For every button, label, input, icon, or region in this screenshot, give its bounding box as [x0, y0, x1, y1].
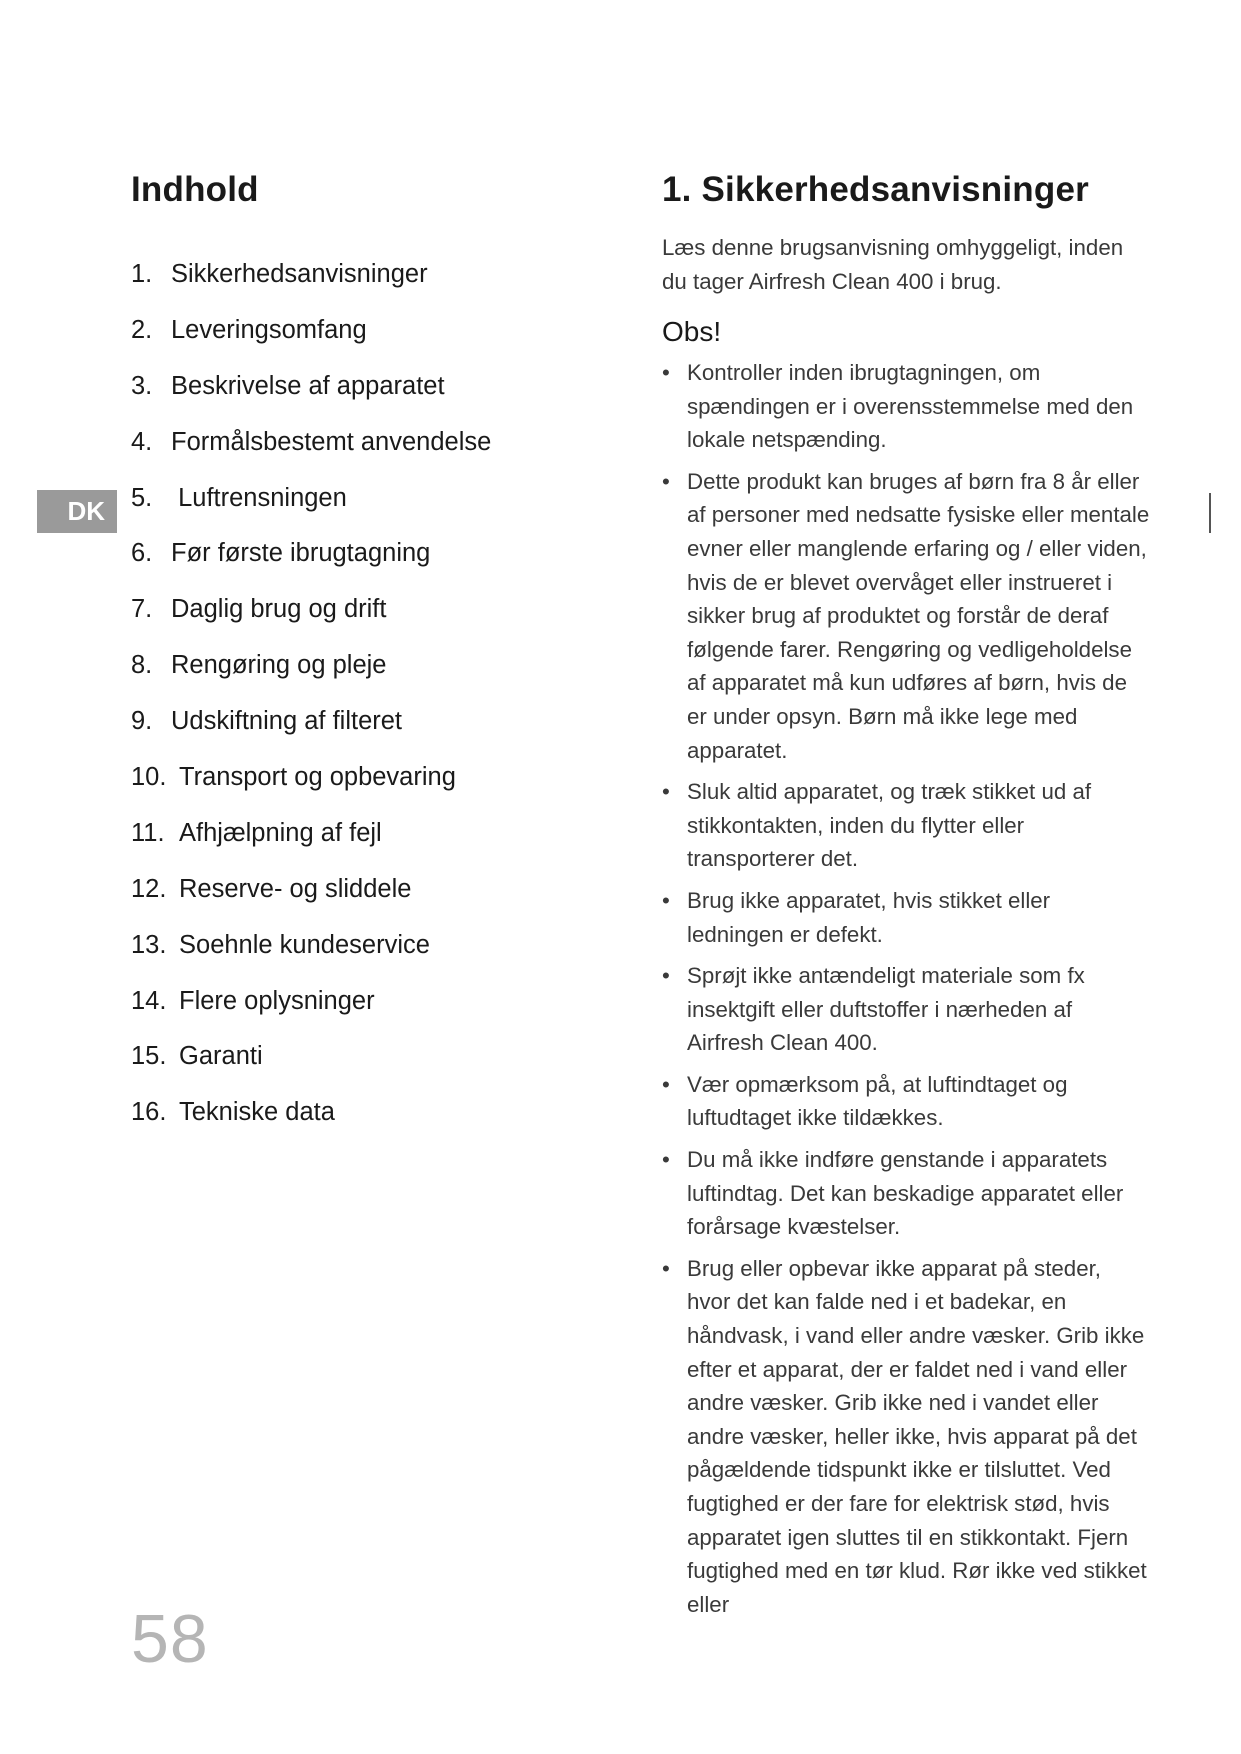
- toc-item: [131, 595, 491, 651]
- bullet-icon: •: [662, 1071, 670, 1097]
- toc-item-label: Rengøring og pleje: [171, 651, 387, 680]
- toc-item-label: Leveringsomfang: [171, 315, 367, 344]
- toc-item: [131, 372, 491, 428]
- list-item: [662, 465, 1150, 767]
- toc-item-label: Afhjælpning af fejl: [179, 818, 382, 847]
- bullet-icon: •: [662, 779, 670, 805]
- toc-item-label: Garanti: [179, 1042, 263, 1071]
- toc-item: [131, 763, 491, 819]
- toc-item-number: 15.: [131, 1042, 167, 1071]
- toc-item-number: 11.: [131, 818, 165, 847]
- list-item: [662, 1143, 1150, 1244]
- toc-item: [131, 1042, 491, 1098]
- toc-item-number: 9.: [131, 707, 153, 736]
- toc-item: [131, 316, 491, 372]
- toc-item-number: 10.: [131, 763, 167, 792]
- intro-paragraph: Læs denne brugsanvisning omhyggeligt, inden du tager Airfresh Clean 400 i brug.: [662, 235, 1124, 294]
- toc-item-label: Tekniske data: [179, 1098, 335, 1127]
- list-item-text: Brug ikke apparatet, hvis stikket eller ledningen er defekt.: [687, 887, 1051, 947]
- list-item-text: Brug eller opbevar ikke apparat på steder, hvor det kan falde ned i et badekar, en håndvask, i vand eller andre væsker. Grib ikke efter et apparat, der er faldet ned i vand eller andre væsker. Grib ikke ned i vandet eller andre væsker, heller ikke, hvis apparat på det pågældende tidspunkt ikke er tilsluttet. Ved fugtighed er der fare for elektrisk stød, hvis apparatet igen sluttes til en stikkontakt. Fjern fugtighed med en tør klud. Rør ikke ved stikket eller: [687, 1255, 1147, 1617]
- toc-item-label: Sikkerhedsanvisninger: [171, 260, 428, 288]
- toc-item: [131, 875, 491, 931]
- toc-item-number: 6.: [131, 539, 153, 568]
- toc-item: [131, 428, 491, 484]
- list-item: [662, 959, 1150, 1060]
- list-item-text: Sluk altid apparatet, og træk stikket ud af stikkontakten, inden du flytter eller transporterer det.: [687, 779, 1092, 872]
- toc-item: [131, 931, 491, 987]
- toc-item: [131, 484, 491, 540]
- toc-item: [131, 707, 491, 763]
- list-item: [662, 1068, 1150, 1135]
- toc-list: [131, 260, 491, 1154]
- list-item-text: Du må ikke indføre genstande i apparatets luftindtag. Det kan beskadige apparatet eller forårsage kvæstelser.: [687, 1147, 1124, 1240]
- obs-heading: Obs!: [662, 316, 722, 347]
- toc-item-number: 5.: [131, 483, 153, 512]
- toc-item-number: 1.: [131, 260, 153, 288]
- list-item: [662, 884, 1150, 951]
- toc-item-number: 16.: [131, 1098, 167, 1127]
- safety-list: [662, 356, 1150, 1629]
- bullet-icon: •: [662, 468, 670, 494]
- toc-item-label: Daglig brug og drift: [171, 595, 387, 624]
- toc-item-number: 4.: [131, 427, 153, 456]
- toc-item-label: Reserve- og sliddele: [179, 874, 412, 903]
- language-tab: DK: [37, 490, 117, 533]
- section-title: 1. Sikkerhedsanvisninger: [662, 170, 1089, 209]
- toc-item: [131, 651, 491, 707]
- toc-item-label: Beskrivelse af apparatet: [171, 371, 445, 400]
- toc-item: [131, 987, 491, 1043]
- toc-item-number: 2.: [131, 315, 153, 344]
- list-item: [662, 1252, 1150, 1622]
- list-item-text: Dette produkt kan bruges af børn fra 8 år eller af personer med nedsatte fysiske eller mentale evner eller manglende erfaring og / eller viden, hvis de er blevet overvåget eller instrueret i sikker brug af produktet og forstår de deraf følgende farer. Rengøring og vedligeholdelse af apparatet må kun udføres af børn, hvis de er under opsyn. Børn må ikke lege med apparatet.: [687, 468, 1150, 763]
- toc-item-number: 8.: [131, 651, 153, 680]
- toc-item: [131, 539, 491, 595]
- toc-item: [131, 1098, 491, 1154]
- bullet-icon: •: [662, 963, 670, 989]
- bullet-icon: •: [662, 887, 670, 913]
- toc-item-number: 7.: [131, 595, 153, 624]
- list-item: [662, 356, 1150, 457]
- toc-item-number: 14.: [131, 986, 167, 1015]
- toc-item-label: Flere oplysninger: [179, 986, 375, 1015]
- margin-divider: [1209, 493, 1211, 533]
- page-number: 58: [131, 1601, 209, 1677]
- list-item: [662, 775, 1150, 876]
- toc-item-label: Før første ibrugtagning: [171, 539, 431, 568]
- toc-item-number: 3.: [131, 371, 153, 400]
- toc-title: Indhold: [131, 170, 259, 209]
- bullet-icon: •: [662, 1255, 670, 1281]
- toc-item-number: 12.: [131, 874, 167, 903]
- toc-item-label: Formålsbestemt anvendelse: [171, 427, 492, 456]
- list-item-text: Kontroller inden ibrugtagningen, om spændingen er i overensstemmelse med den lokale netspænding.: [687, 360, 1134, 453]
- toc-item-label: Soehnle kundeservice: [179, 930, 430, 959]
- list-item-text: Sprøjt ikke antændeligt materiale som fx insektgift eller duftstoffer i nærheden af Airfresh Clean 400.: [687, 963, 1085, 1056]
- bullet-icon: •: [662, 360, 670, 385]
- toc-item-number: 13.: [131, 930, 167, 959]
- toc-item-label: Udskiftning af filteret: [171, 707, 403, 736]
- toc-item: [131, 819, 491, 875]
- toc-item-label: Luftrensningen: [171, 483, 347, 512]
- toc-item-label: Transport og opbevaring: [179, 763, 456, 792]
- bullet-icon: •: [662, 1147, 670, 1173]
- list-item-text: Vær opmærksom på, at luftindtaget og luftudtaget ikke tildækkes.: [687, 1071, 1068, 1131]
- toc-item: [131, 260, 491, 316]
